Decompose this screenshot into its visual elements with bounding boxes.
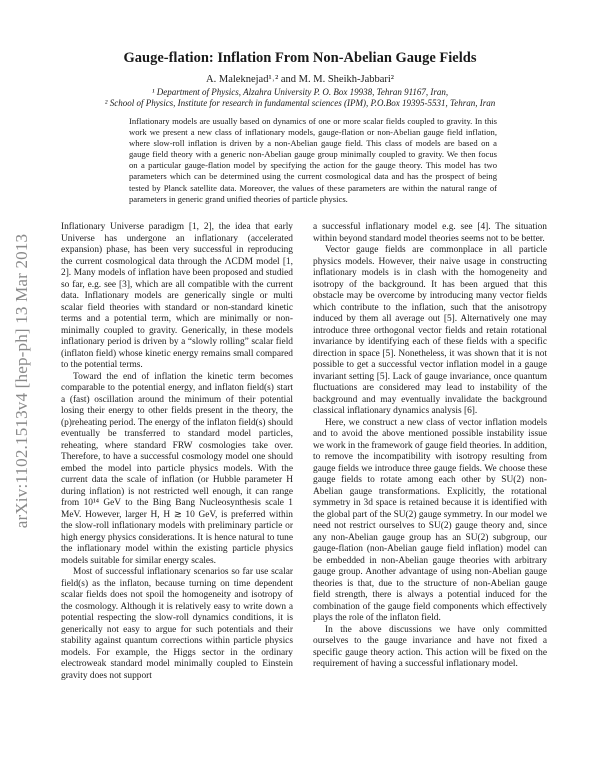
abstract: Inflationary models are usually based on dynamics of one or more scalar fields coupled to gravity. In this work we present a new class of inflationary models, gauge-flation or non-Abelian gauge field inflation, where slow-roll inflation is driven by a non-Abelian gauge field. This class of models are based on a gauge field theory with a generic non-Abelian gauge group minimally coupled to gravity. We then focus on a particular gauge-flation model by specifying the action for the gauge theory. This model has two parameters which can be determined using the current cosmological data and has the prospect of being tested by Planck satellite data. Moreover, the values of these parameters are within the natural range of parameters in generic grand unified theories of particle physics. [129, 116, 497, 204]
paragraph: Here, we construct a new class of vector inflation models and to avoid the above mentioned possible instability issue we work in the framework of gauge field theories. In addition, to remove the incompatibility with isotropy resulting from gauge fields we introduce three gauge fields. We choose these gauge fields to rotate among each other by SU(2) non-Abelian gauge transformations. Explicitly, the rotational symmetry in 3d space is retained because it is identified with the global part of the SU(2) gauge symmetry. In our model we need not restrict ourselves to SU(2) gauge theory and, since any non-Abelian gauge group has an SU(2) subgroup, our gauge-flation (non-Abelian gauge field inflation) model can be embedded in non-Abelian gauge theories with arbitrary gauge group. Another advantage of using non-Abelian gauge theories is that, due to the structure of non-Abelian gauge field strength, there is always a potential induced for the combination of the gauge field components which effectively plays the role of the inflaton field. [313, 417, 547, 623]
body-column-right [313, 222, 547, 671]
body-column-left [61, 222, 293, 682]
paragraph: a successful inflationary model e.g. see [4]. The situation within beyond standard model theories seems not to be better. [313, 222, 547, 244]
authors: A. Maleknejad¹˒² and M. M. Sheikh-Jabbari² [206, 74, 394, 85]
paragraph: Inflationary Universe paradigm [1, 2], the idea that early Universe has undergone an inflationary (accelerated expansion) phase, has been very successful in reproducing the current cosmological data through the ΛCDM model [1, 2]. Many models of inflation have been proposed and studied so far, e.g. see [3], which are all compatible with the current data. Inflationary models are generically single or multi scalar field theories with standard or non-standard kinetic terms and a potential term, which are minimally or non-minimally coupled to gravity. Generically, in these models inflationary period is driven by a “slowly rolling” scalar field (inflaton field) whose kinetic energy remains small compared to the potential terms. [61, 222, 293, 370]
paper-title: Gauge-flation: Inflation From Non-Abelian Gauge Fields [123, 50, 477, 66]
arxiv-identifier: arXiv:1102.1513v4 [hep-ph] 13 Mar 2013 [12, 233, 31, 529]
affiliation-1: ¹ Department of Physics, Alzahra University P. O. Box 19938, Tehran 91167, Iran, [151, 87, 449, 97]
paragraph: Vector gauge fields are commonplace in all particle physics models. However, their naive usage in constructing inflationary models is in clash with the homogeneity and isotropy of the background. It has been argued that this obstacle may be overcome by introducing many vector fields which contribute to the inflation, such that the anisotropy induced by them all average out [5]. Alternatively one may introduce three orthogonal vector fields and retain rotational invariance by identifying each of these fields with a specific direction in space [5]. Nonetheless, it was shown that it is not possible to get a successful vector inflation model in a gauge invariant setting [5]. Lack of gauge invariance, once quantum fluctuations are considered may lead to instability of the background and may eventually invalidate the background classical inflationary dynamics analysis [6]. [313, 245, 547, 416]
paragraph: Toward the end of inflation the kinetic term becomes comparable to the potential energy, and inflaton field(s) start a (fast) oscillation around the minimum of their potential losing their energy to other fields present in the theory, the (p)reheating period. The energy of the inflaton field(s) should eventually be transferred to standard model particles, reheating, where standard FRW cosmologies take over. Therefore, to have a successful cosmology model one should embed the model into particle physics models. With the current data the scale of inflation (or Hubble parameter H during inflation) is not restricted well enough, it can range from 10¹⁴ GeV to the Bing Bang Nucleosynthesis scale 1 MeV. However, larger H, H ≳ 10 GeV, is preferred within the slow-roll inflationary models with preliminary particle or high energy physics considerations. It is hence natural to tune the inflationary model within the existing particle physics models suitable for similar energy scales. [61, 371, 293, 566]
arxiv-sidebar [2, 196, 42, 566]
affiliation-2: ² School of Physics, Institute for research in fundamental sciences (IPM), P.O.Box 19395-5531, Tehran, Iran [104, 98, 496, 108]
paragraph: In the above discussions we have only committed ourselves to the gauge invariance and have not fixed a specific gauge theory action. This action will be fixed on the requirement of having a successful inflationary model. [313, 624, 547, 669]
paragraph: Most of successful inflationary scenarios so far use scalar field(s) as the inflaton, because turning on time dependent scalar fields does not spoil the homogeneity and isotropy of the cosmology. Although it is relatively easy to write down a potential respecting the slow-roll dynamics conditions, it is generically not easy to argue for such potentials and their stability against quantum corrections within particle physics models. For example, the Higgs sector in the ordinary electroweak standard model minimally coupled to Einstein gravity does not support [61, 567, 293, 681]
